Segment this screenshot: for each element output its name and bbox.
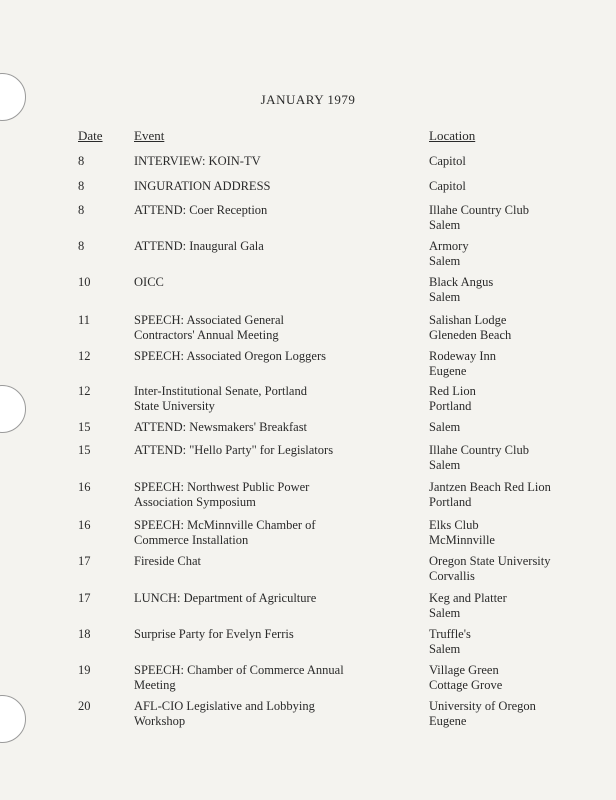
event-cell: SPEECH: Chamber of Commerce Annual Meeting [134,663,344,692]
location-cell: Capitol [429,179,466,193]
date-cell: 11 [78,313,91,327]
location-cell: Illahe Country Club Salem [429,443,529,472]
date-cell: 16 [78,518,91,532]
date-cell: 15 [78,443,91,457]
date-cell: 19 [78,663,91,677]
location-column-header: Location [429,128,476,143]
event-cell: AFL-CIO Legislative and Lobbying Workshop [134,699,315,728]
event-cell: Inter-Institutional Senate, Portland State University [134,384,307,413]
date-cell: 17 [78,591,91,605]
date-cell: 20 [78,699,91,713]
event-cell: INGURATION ADDRESS [134,179,271,193]
event-cell: INTERVIEW: KOIN-TV [134,154,261,168]
location-cell: Oregon State University Corvallis [429,554,551,583]
location-cell: Capitol [429,154,466,168]
location-cell: Black Angus Salem [429,275,494,304]
event-cell: ATTEND: "Hello Party" for Legislators [134,443,334,457]
date-cell: 8 [78,179,85,193]
location-cell: Rodeway Inn Eugene [429,349,496,378]
location-cell: Truffle's Salem [429,627,471,656]
page-title: JANUARY 1979 [260,92,356,107]
event-cell: SPEECH: Northwest Public Power Association Symposium [134,480,310,509]
location-cell: Illahe Country Club Salem [429,203,529,232]
event-cell: Surprise Party for Evelyn Ferris [134,627,294,641]
event-cell: SPEECH: Associated General Contractors' Annual Meeting [134,313,284,342]
event-column-header: Event [134,128,165,143]
location-cell: Salishan Lodge Gleneden Beach [429,313,512,342]
location-cell: University of Oregon Eugene [429,699,536,728]
punch-hole [0,385,26,433]
location-cell: Armory Salem [429,239,469,268]
location-cell: Village Green Cottage Grove [429,663,503,692]
event-cell: SPEECH: McMinnville Chamber of Commerce Installation [134,518,316,547]
date-cell: 12 [78,349,91,363]
date-cell: 10 [78,275,91,289]
date-cell: 17 [78,554,91,568]
location-cell: Salem [429,420,461,434]
date-cell: 8 [78,203,85,217]
event-cell: ATTEND: Coer Reception [134,203,268,217]
date-cell: 12 [78,384,91,398]
date-column-header: Date [78,128,103,143]
date-cell: 8 [78,239,85,253]
location-cell: Jantzen Beach Red Lion Portland [429,480,551,509]
date-cell: 8 [78,154,85,168]
event-cell: LUNCH: Department of Agriculture [134,591,317,605]
punch-hole [0,695,26,743]
location-cell: Red Lion Portland [429,384,476,413]
date-cell: 15 [78,420,91,434]
event-cell: Fireside Chat [134,554,202,568]
event-cell: SPEECH: Associated Oregon Loggers [134,349,326,363]
date-cell: 16 [78,480,91,494]
date-cell: 18 [78,627,91,641]
event-cell: ATTEND: Inaugural Gala [134,239,264,253]
event-cell: ATTEND: Newsmakers' Breakfast [134,420,308,434]
location-cell: Elks Club McMinnville [429,518,495,547]
location-cell: Keg and Platter Salem [429,591,507,620]
event-cell: OICC [134,275,164,289]
